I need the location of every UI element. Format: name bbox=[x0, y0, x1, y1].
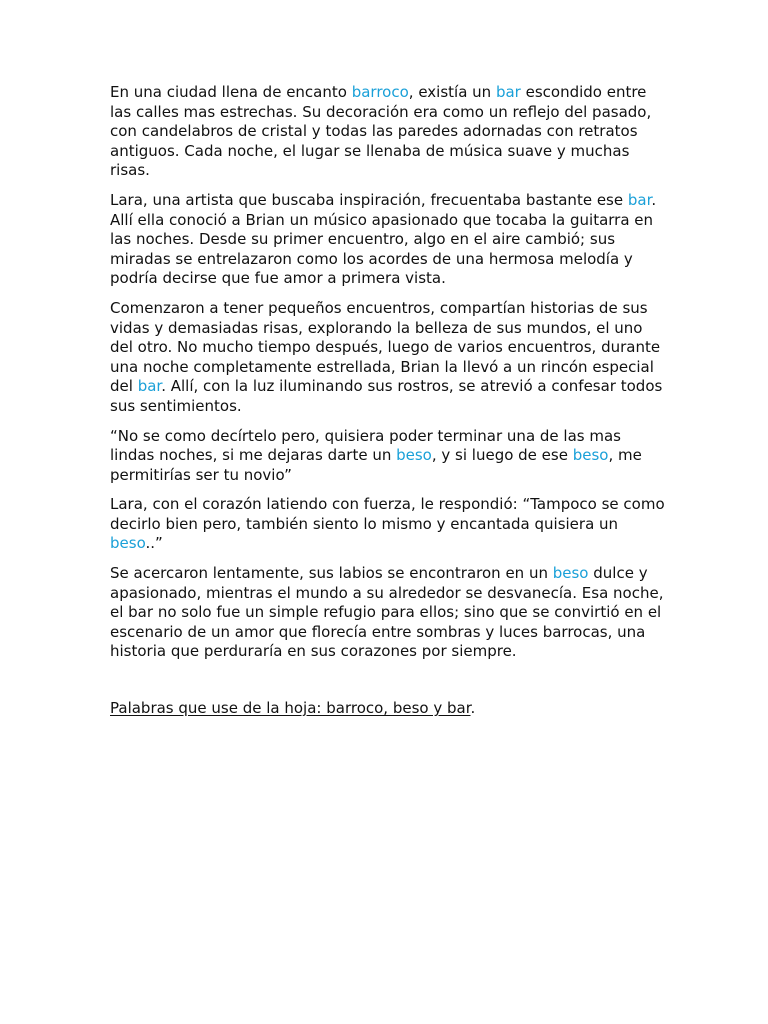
paragraph-text: , me permitirías ser tu novio” bbox=[110, 446, 642, 484]
paragraph-text: Lara, con el corazón latiendo con fuerza, le respondió: “Tampoco se como decirlo bien pero, también siento lo mismo y encantada quisiera un bbox=[110, 495, 665, 533]
story-paragraph bbox=[110, 299, 670, 417]
story-paragraph bbox=[110, 191, 670, 289]
paragraph-text: dulce y apasionado, mientras el mundo a su alrededor se desvanecía. Esa noche, el bar no solo fue un simple refugio para ellos; sino que se convirtió en el escenario de un amor que florecía entre sombras y luces barrocas, una historia que perduraría en sus corazones por siempre. bbox=[110, 564, 664, 661]
highlighted-keyword: barroco bbox=[351, 83, 409, 101]
footer-period: . bbox=[470, 699, 476, 718]
footer-note bbox=[110, 699, 670, 719]
story-paragraph bbox=[110, 427, 670, 486]
highlighted-keyword: bar bbox=[137, 377, 162, 396]
paragraph-text: Comenzaron a tener pequeños encuentros, compartían historias de sus vidas y demasiadas risas, explorando la belleza de sus mundos, el uno del otro. No mucho tiempo después, luego de varios encuentros, durante una noche completamente estrellada, Brian la llevó a un rincón especial del bbox=[110, 298, 661, 396]
paragraph-text: “No se como decírtelo pero, quisiera poder terminar una de las mas lindas noches, si me dejaras darte un bbox=[110, 426, 621, 465]
footer-underlined-text: Palabras que use de la hoja: barroco, beso y bar bbox=[110, 699, 471, 718]
highlighted-keyword: bar bbox=[495, 83, 521, 101]
paragraph-text: , y si luego de ese bbox=[431, 446, 573, 465]
paragraph-text: . Allí ella conoció a Brian un músico apasionado que tocaba la guitarra en las noches. Desde su primer encuentro, algo en el aire cambió; sus miradas se entrelazaron como los acordes de una hermosa melodía y podría decirse que fue amor a primera vista. bbox=[110, 190, 657, 288]
story-paragraph bbox=[110, 564, 670, 662]
highlighted-keyword: beso bbox=[110, 534, 146, 553]
paragraph-text: ..” bbox=[145, 534, 163, 553]
paragraph-text: En una ciudad llena de encanto bbox=[110, 83, 352, 101]
highlighted-keyword: beso bbox=[552, 564, 589, 583]
paragraph-text: . Allí, con la luz iluminando sus rostros, se atrevió a confesar todos sus sentimientos. bbox=[110, 377, 663, 415]
story-paragraph bbox=[110, 83, 670, 181]
paragraph-text: , existía un bbox=[408, 83, 496, 101]
highlighted-keyword: beso bbox=[396, 446, 432, 465]
spacer bbox=[110, 672, 670, 699]
highlighted-keyword: beso bbox=[572, 446, 609, 465]
story-paragraph bbox=[110, 495, 670, 554]
paragraph-text: escondido entre las calles mas estrechas. Su decoración era como un reflejo del pasado, con candelabros de cristal y todas las paredes adornadas con retratos antiguos. Cada noche, el lugar se llenaba de música suave y muchas risas. bbox=[110, 83, 652, 180]
paragraph-text: Se acercaron lentamente, sus labios se encontraron en un bbox=[110, 564, 553, 583]
document-page bbox=[110, 83, 670, 719]
paragraph-text: Lara, una artista que buscaba inspiración, frecuentaba bastante ese bbox=[110, 190, 628, 209]
highlighted-keyword: bar bbox=[627, 190, 652, 209]
story-body bbox=[110, 83, 670, 662]
